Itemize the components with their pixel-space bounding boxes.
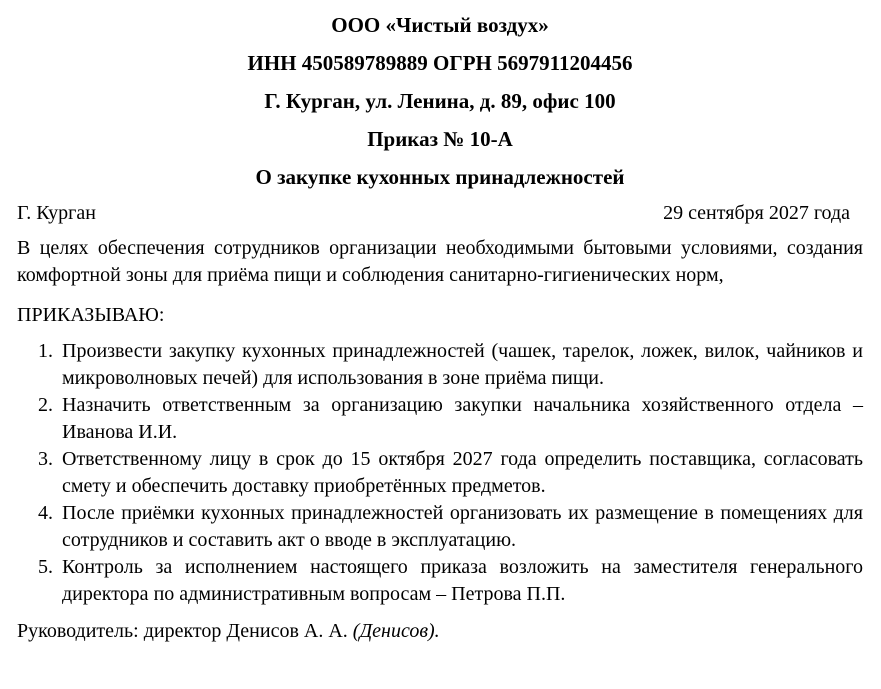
list-item: [17, 500, 863, 554]
order-word: ПРИКАЗЫВАЮ:: [17, 304, 165, 326]
item-text: Ответственному лицу в срок до 15 октября 2027 года определить поставщика, согласовать смету и обеспечить доставку приобретённых предметов.: [62, 448, 863, 497]
item-text: Назначить ответственным за организацию закупки начальника хозяйственного отдела – Иванова И.И.: [62, 394, 863, 443]
signature-line: [17, 618, 863, 644]
city-date-line: [17, 200, 863, 226]
signature-label: Руководитель: директор Денисов А. А.: [17, 620, 348, 642]
list-item: [17, 338, 863, 392]
signature: (Денисов).: [352, 620, 440, 642]
preamble-paragraph: В целях обеспечения сотрудников организации необходимыми бытовыми условиями, создания комфортной зоны для приёма пищи и соблюдения санитарно-гигиенических норм,: [17, 237, 863, 286]
list-item: [17, 554, 863, 608]
company-requisites: ИНН 450589789889 ОГРН 5697911204456: [247, 51, 633, 75]
city: Г. Курган: [17, 202, 96, 224]
item-text: Контроль за исполнением настоящего приказа возложить на заместителя генерального директора по административным вопросам – Петрова П.П.: [62, 556, 863, 605]
company-name: ООО «Чистый воздух»: [331, 13, 549, 37]
item-number: 3.: [38, 448, 53, 470]
order-date: 29 сентября 2027 года: [663, 202, 850, 224]
item-number: 1.: [38, 340, 53, 362]
list-item: [17, 392, 863, 446]
order-subject: О закупке кухонных принадлежностей: [255, 165, 625, 189]
company-address: Г. Курган, ул. Ленина, д. 89, офис 100: [264, 89, 616, 113]
item-number: 5.: [38, 556, 53, 578]
item-number: 2.: [38, 394, 53, 416]
order-title: Приказ № 10-А: [367, 127, 513, 151]
item-number: 4.: [38, 502, 53, 524]
order-items-list: [17, 338, 863, 608]
item-text: Произвести закупку кухонных принадлежностей (чашек, тарелок, ложек, вилок, чайников и микроволновых печей) для использования в зоне приёма пищи.: [62, 340, 863, 389]
list-item: [17, 446, 863, 500]
item-text: После приёмки кухонных принадлежностей организовать их размещение в помещениях для сотрудников и составить акт о вводе в эксплуатацию.: [62, 502, 863, 551]
